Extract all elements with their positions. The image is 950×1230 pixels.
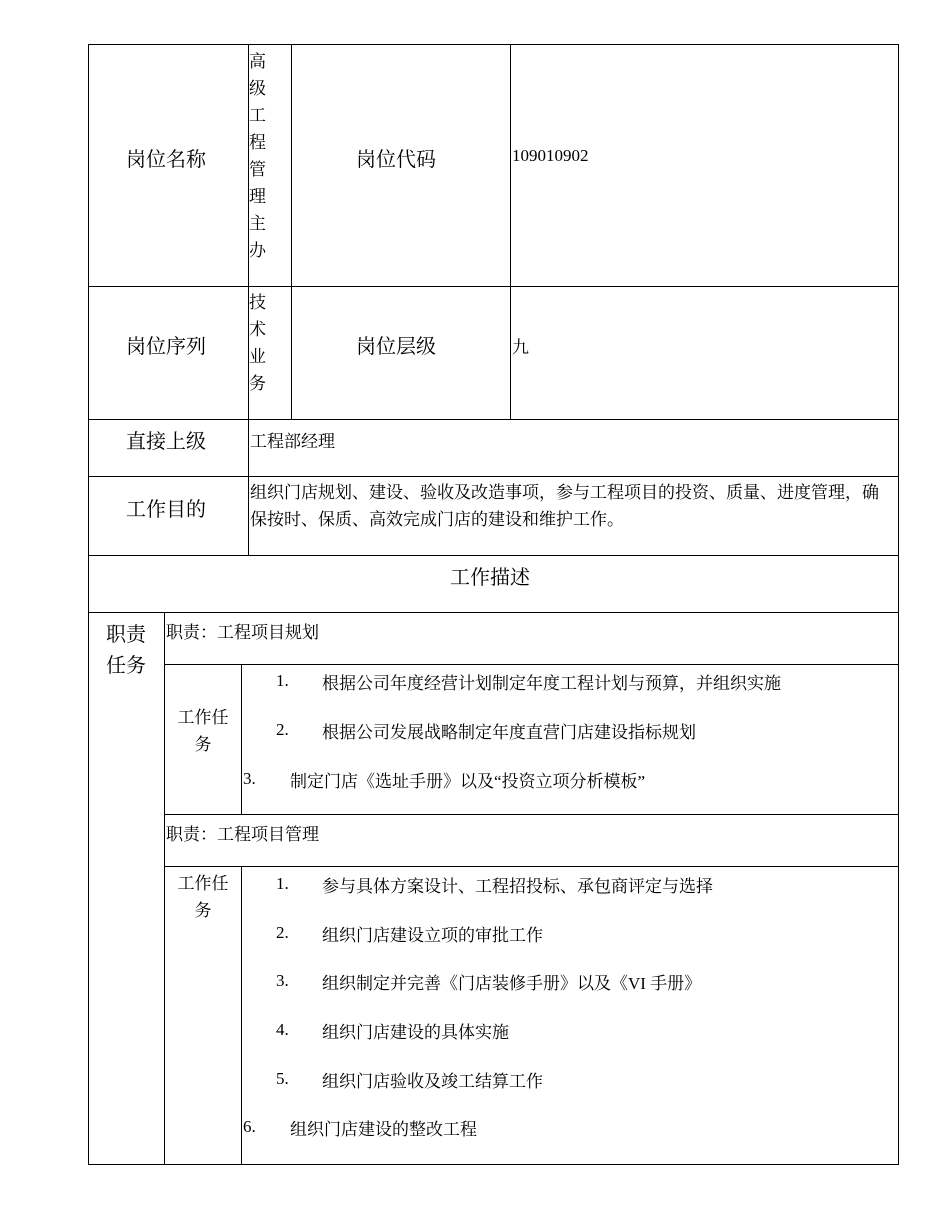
col-divider	[510, 44, 511, 420]
direct-superior-label: 直接上级	[126, 429, 206, 453]
task-number: 3.	[243, 769, 256, 788]
work-description-header: 工作描述	[450, 565, 530, 589]
row-divider	[164, 814, 899, 815]
col-divider	[291, 44, 292, 420]
duties-label-line1: 职责	[106, 622, 146, 646]
row-divider	[88, 286, 899, 287]
task-number: 3.	[276, 971, 289, 990]
col-divider	[241, 866, 242, 1165]
duties-label-line2: 任务	[106, 653, 146, 677]
row-divider	[88, 555, 899, 556]
task-text: 组织门店建设的整改工程	[290, 1120, 477, 1139]
task-text: 根据公司年度经营计划制定年度工程计划与预算，并组织实施	[322, 674, 781, 693]
duty-title: 职责：工程项目规划	[166, 623, 319, 642]
duty-title: 职责：工程项目管理	[166, 825, 319, 844]
position-name-label: 岗位名称	[126, 147, 206, 171]
position-level-label: 岗位层级	[356, 334, 436, 358]
task-text: 组织制定并完善《门店装修手册》以及《VI 手册》	[322, 974, 702, 993]
task-number: 6.	[243, 1117, 256, 1136]
position-level-value: 九	[512, 338, 529, 357]
task-text: 参与具体方案设计、工程招投标、承包商评定与选择	[322, 877, 713, 896]
position-name-value: 高级工程管理主办	[249, 52, 266, 260]
work-purpose-label: 工作目的	[126, 497, 206, 521]
task-number: 1.	[276, 874, 289, 893]
task-text: 根据公司发展战略制定年度直营门店建设指标规划	[322, 723, 696, 742]
col-divider	[241, 664, 242, 815]
row-divider	[248, 419, 899, 420]
task-number: 2.	[276, 923, 289, 942]
task-text: 组织门店建设的具体实施	[322, 1023, 509, 1042]
row-divider	[88, 419, 249, 420]
task-text: 组织门店验收及竣工结算工作	[322, 1072, 543, 1091]
col-divider	[164, 612, 165, 1165]
row-divider	[164, 664, 899, 665]
position-series-value: 技术业务	[249, 293, 266, 393]
work-task-label: 工作任务	[177, 708, 229, 754]
job-description-table	[88, 44, 899, 1165]
work-purpose-value: 组织门店规划、建设、验收及改造事项，参与工程项目的投资、质量、进度管理，确保按时、保质、高效完成门店的建设和维护工作。	[250, 483, 879, 529]
position-series-label: 岗位序列	[126, 334, 206, 358]
task-text: 组织门店建设立项的审批工作	[322, 926, 543, 945]
position-code-value: 109010902	[512, 146, 589, 165]
work-task-label: 工作任务	[177, 874, 229, 920]
task-number: 2.	[276, 720, 289, 739]
task-number: 5.	[276, 1069, 289, 1088]
row-divider	[88, 476, 899, 477]
task-number: 4.	[276, 1020, 289, 1039]
direct-superior-value: 工程部经理	[250, 432, 335, 451]
row-divider	[164, 866, 899, 867]
task-text: 制定门店《选址手册》以及“投资立项分析模板”	[290, 772, 646, 791]
row-divider	[88, 612, 899, 613]
task-number: 1.	[276, 671, 289, 690]
position-code-label: 岗位代码	[356, 147, 436, 171]
